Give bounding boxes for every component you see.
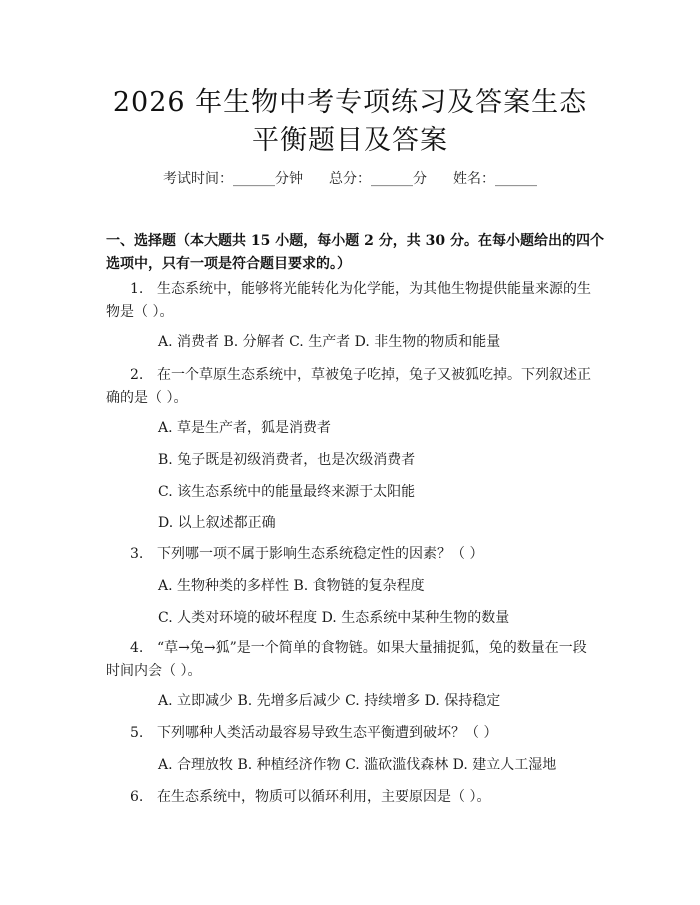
question-number: 1.	[130, 281, 144, 297]
question-6	[106, 786, 600, 809]
question-text: 下列哪一项不属于影响生态系统稳定性的因素？（ ）	[157, 546, 484, 562]
question-5	[106, 722, 600, 745]
question-number: 6.	[130, 789, 144, 805]
question-number: 3.	[130, 546, 144, 562]
section-heading: 一、选择题（本大题共 15 小题，每小题 2 分，共 30 分。在每小题给出的四个选项中，只有一项是符合题目要求的。）	[106, 233, 604, 272]
question-4	[106, 637, 600, 683]
question-3-options-cd: C. 人类对环境的破坏程度 D. 生态系统中某种生物的数量	[158, 610, 510, 626]
question-5-options: A. 合理放牧 B. 种植经济作物 C. 滥砍滥伐森林 D. 建立人工湿地	[158, 757, 557, 773]
page-title: 2026 年生物中考专项练习及答案生态平衡题目及答案	[112, 87, 588, 156]
question-2-option-b: B. 兔子既是初级消费者，也是次级消费者	[158, 452, 416, 468]
question-1	[106, 278, 600, 324]
question-2	[106, 364, 600, 410]
question-number: 2.	[130, 367, 144, 383]
exam-info-line	[0, 168, 700, 188]
name-field: 姓名：______	[453, 171, 537, 187]
question-number: 4.	[130, 640, 144, 656]
question-text: 在一个草原生态系统中，草被兔子吃掉，兔子又被狐吃掉。下列叙述正确的是（ ）。	[106, 367, 591, 406]
exam-time-field: 考试时间：______分钟	[163, 171, 303, 187]
question-2-option-a: A. 草是生产者，狐是消费者	[158, 420, 332, 436]
question-text: “草→兔→狐”是一个简单的食物链。如果大量捕捉狐，兔的数量在一段时间内会（ ）。	[106, 640, 587, 679]
question-3-options-ab: A. 生物种类的多样性 B. 食物链的复杂程度	[158, 578, 425, 594]
question-4-options: A. 立即减少 B. 先增多后减少 C. 持续增多 D. 保持稳定	[158, 693, 501, 709]
question-2-option-d: D. 以上叙述都正确	[158, 515, 276, 531]
question-number: 5.	[130, 725, 144, 741]
question-3	[106, 543, 600, 566]
question-text: 生态系统中，能够将光能转化为化学能，为其他生物提供能量来源的生物是（ ）。	[106, 281, 591, 320]
question-text: 下列哪种人类活动最容易导致生态平衡遭到破坏？（ ）	[157, 725, 498, 741]
question-2-option-c: C. 该生态系统中的能量最终来源于太阳能	[158, 484, 416, 500]
question-1-options: A. 消费者 B. 分解者 C. 生产者 D. 非生物的物质和能量	[158, 334, 501, 350]
question-text: 在生态系统中，物质可以循环利用，主要原因是（ ）。	[157, 789, 491, 805]
total-score-field: 总分：______分	[329, 171, 427, 187]
